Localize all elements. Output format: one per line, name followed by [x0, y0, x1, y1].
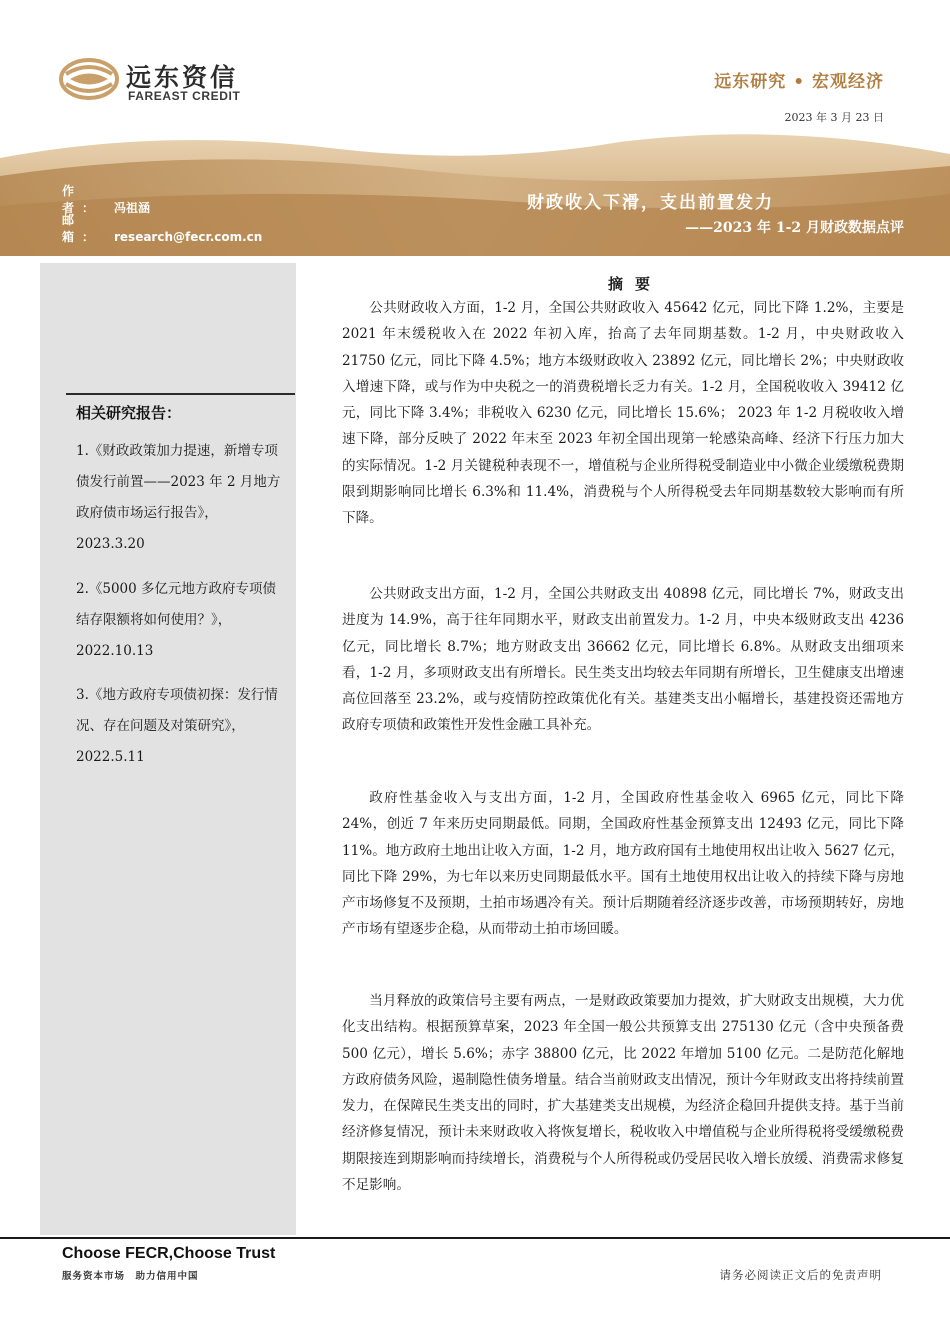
related-report-item[interactable]: 1.《财政政策加力提速，新增专项债发行前置——2023 年 2 月地方政府债市场运行报告》，2023.3.20	[76, 443, 281, 552]
footer-slogan-sub: 服务资本市场 助力信用中国	[62, 1271, 199, 1282]
footer-slogan: Choose FECR,Choose Trust	[62, 1245, 276, 1262]
author-name: 冯祖涵	[114, 201, 151, 215]
related-reports-heading: 相关研究报告：	[76, 404, 182, 422]
email-line	[62, 211, 262, 245]
logo-chinese-name: 远东资信	[126, 63, 239, 92]
report-subtitle: ——2023 年 1-2 月财政数据点评	[685, 220, 904, 236]
related-report-item[interactable]: 2.《5000 多亿元地方政府专项债结存限额将如何使用？》，2022.10.13	[76, 581, 277, 659]
email-label: 邮 箱：	[62, 213, 103, 244]
abstract-heading: 摘要	[608, 275, 663, 293]
fareast-logo-icon	[58, 56, 120, 102]
report-title: 财政收入下滑，支出前置发力	[527, 193, 774, 213]
footer-divider	[0, 1237, 950, 1239]
abstract-paragraph-expenditure: 公共财政支出方面，1-2 月，全国公共财政支出 40898 亿元，同比增长 7%，财政支出进度为 14.9%，高于往年同期水平，财政支出前置发力。1-2 月，中央本级财政支出 4236 亿元，同比增长 8.7%；地方财政支出 36662 亿元，同比增长 6.8%。从财政支出细项来看，1-2 月，多项财政支出有所增长。民生类支出均较去年同期有所增长，卫生健康支出增速高位回落至 23.2%，或与疫情防控政策优化有关。基建类支出小幅增长，基建投资还需地方政府专项债和政策性开发性金融工具补充。	[342, 586, 904, 734]
abstract-paragraph-fund: 政府性基金收入与支出方面，1-2 月，全国政府性基金收入 6965 亿元，同比下降 24%，创近 7 年来历史同期最低。同期，全国政府性基金预算支出 12493 亿元，同比下降 11%。地方政府土地出让收入方面，1-2 月，地方政府国有土地使用权出让收入 5627 亿元，同比下降 29%，为七年以来历史同期最低水平。国有土地使用权出让收入的持续下降与房地产市场修复不及预期，土拍市场遇冷有关。预计后期随着经济逐步改善，市场预期转好，房地产市场有望逐步企稳，从而带动土拍市场回暖。	[342, 790, 904, 938]
logo-english-name: FAREAST CREDIT	[128, 89, 241, 103]
author-label: 作 者：	[62, 184, 103, 215]
related-report-item[interactable]: 3.《地方政府专项债初探：发行情况、存在问题及对策研究》，2022.5.11	[76, 687, 278, 765]
abstract-paragraph-revenue: 公共财政收入方面，1-2 月，全国公共财政收入 45642 亿元，同比下降 1.2%，主要是 2021 年末缓税收入在 2022 年初入库，抬高了去年同期基数。1-2 月，中央财政收入 21750 亿元，同比下降 4.5%；地方本级财政收入 23892 亿元，同比增长 2%；中央财政收入增速下降，或与作为中央税之一的消费税增长乏力有关。1-2 月，全国税收收入 39412 亿元，同比下降 3.4%；非税收入 6230 亿元，同比增长 15.6%； 2023 年 1-2 月税收收入增速下降，部分反映了 2022 年末至 2023 年初全国出现第一轮感染高峰、经济下行压力加大的实际情况。1-2 月关键税种表现不一，增值税与企业所得税受制造业中小微企业缓缴税费期限到期影响同比增长 6.3%和 11.4%，消费税与个人所得税受去年同期基数较大影响而有所下降。	[342, 300, 904, 527]
footer-disclaimer: 请务必阅读正文后的免责声明	[719, 1268, 882, 1282]
report-series: 远东研究 • 宏观经济	[714, 72, 884, 92]
sidebar-divider	[66, 393, 295, 395]
abstract-paragraph-policy: 当月释放的政策信号主要有两点，一是财政政策要加力提效，扩大财政支出规模，大力优化支出结构。根据预算草案，2023 年全国一般公共预算支出 275130 亿元（含中央预备费 500 亿元），增长 5.6%；赤字 38800 亿元，比 2022 年增加 5100 亿元。二是防范化解地方政府债务风险，遏制隐性债务增量。结合当前财政支出情况，预计今年财政支出将持续前置发力，在保障民生类支出的同时，扩大基建类支出规模，为经济企稳回升提供支持。基于当前经济修复情况，预计未来财政收入将恢复增长，税收收入中增值税与企业所得税将受缓缴税费期限接连到期影响而持续增长，消费税与个人所得税或仍受居民收入增长放缓、消费需求修复不足影响。	[342, 993, 904, 1194]
email-address[interactable]: research@fecr.com.cn	[114, 230, 263, 244]
report-date: 2023 年 3 月 23 日	[784, 111, 884, 124]
